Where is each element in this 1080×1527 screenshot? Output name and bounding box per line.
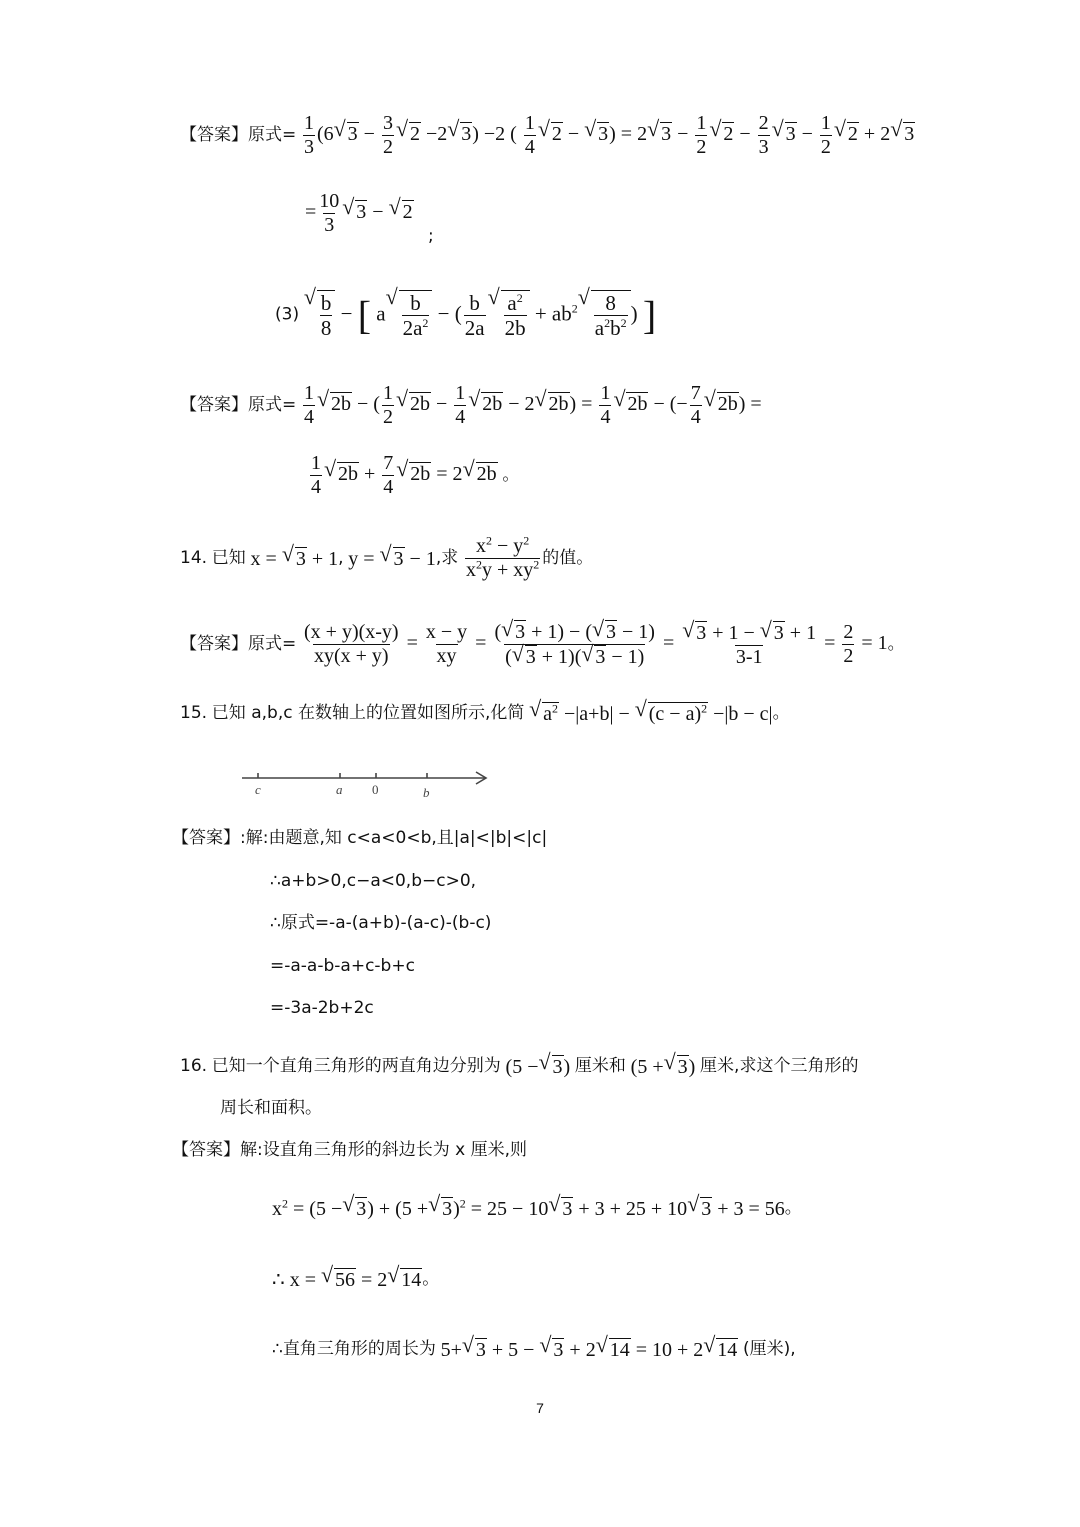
semicolon: ; <box>428 226 434 246</box>
math-expression: √ $\frac{b}{8}$ − [ a √ $\frac{b}{2a^2}$ − ( $\frac{b}{2a}$ √ $\frac{a^2}{2b}$ + $ab^2$ √ $\frac{8}{a^2b^2}$ ) ] <box>304 290 656 340</box>
answer-15-line-2: ∴a+b>0,c−a<0,b−c>0, <box>270 871 477 891</box>
question-16: 16. 已知一个直角三角形的两直角边分别为 (5 −√ 3) 厘米和 (5 +√ 3) 厘米,求这个三角形的 <box>180 1055 858 1078</box>
question-16-line-2: 周长和面积。 <box>220 1098 322 1118</box>
math-expression: $\frac{1}{4}$ √ 2b + $\frac{7}{4}$ √ 2b = 2√ 2b <box>308 452 498 499</box>
answer-15-line-3: ∴原式=-a-(a+b)-(a-c)-(b-c) <box>270 913 492 933</box>
answer-label: 【答案】 <box>180 124 248 145</box>
math-expression: $\frac{1}{4}$ √ 2b − ( $\frac{1}{2}$ √ 2b − $\frac{1}{4}$ √ 2b − 2√ 2b) = $\frac{1}{4}$ √ 2b − (− $\frac{7}{4}$ √ 2b) = <box>301 382 762 429</box>
answer-15-line-1: 【答案】:解:由题意,知 c<a<0<b,且|a|<|b|<|c| <box>172 828 548 848</box>
answer-line-4: $\frac{1}{4}$ √ 2b + $\frac{7}{4}$ √ 2b = 2√ 2b 。 <box>308 452 519 499</box>
axis-label-b: b <box>423 785 430 800</box>
answer-line-1 <box>180 112 915 159</box>
question-14: 14. 已知 x = √ 3 + 1, y = √ 3 − 1,求 $\frac{x^2 - y^2}{x^2y + xy^2}$ 的值。 <box>180 535 593 582</box>
answer-16-line-4: ∴直角三角形的周长为 5+√ 3 + 5 − √ 3 + 2√ 14 = 10 + 2√ 14 (厘米), <box>272 1338 796 1361</box>
math-expression: ∴ x = √ 56 = 2√ 14 <box>272 1268 422 1291</box>
answer-16-line-1: 【答案】解:设直角三角形的斜边长为 x 厘米,则 <box>172 1140 528 1160</box>
math-expression: $\frac{1}{3}$ (6√ 3 − $\frac{3}{2}$ √ 2 −2√ 3) −2 ( $\frac{1}{4}$ √ 2 − √ 3) = 2√ 3 − $\frac{1}{2}$ √ 2 − $\frac{2}{3}$ √ 3 − $\frac{1}{2}$ √ 2 + 2√ 3 <box>301 112 915 159</box>
math-expression: $x^2 = (5$ −√ 3) + (5 +√ 3)$^2$ = 25 − 10√ 3 + 3 + 25 + 10√ 3 + 3 = 56 <box>272 1197 785 1220</box>
answer-label: 【答案】 <box>172 1140 240 1160</box>
yuanshi-label: 原式= <box>248 394 297 415</box>
question-3 <box>275 290 656 340</box>
question-number: 15. <box>180 702 208 723</box>
page-number: 7 <box>536 1400 544 1416</box>
answer-15-line-4: =-a-a-b-a+c-b+c <box>270 956 415 976</box>
question-number: 14. <box>180 547 208 568</box>
math-expression: x = √ 3 + 1 <box>251 547 339 570</box>
question-number: 16. <box>180 1055 208 1076</box>
answer-16-line-3: ∴ x = √ 56 = 2√ 14。 <box>272 1268 439 1291</box>
answer-label: 【答案】 <box>180 633 248 654</box>
question-15: 15. 已知 a,b,c 在数轴上的位置如图所示,化简 √ $a^2 -|a+b|$ − √ $(c - a)^2 -|b - c|$。 <box>180 702 790 725</box>
axis-label-c: c <box>255 782 261 797</box>
math-expression: 5+√ 3 + 5 − √ 3 + 2√ 14 = 10 + 2√ 14 <box>441 1338 739 1361</box>
axis-label-a: a <box>336 782 343 797</box>
yuanshi-label: 原式= <box>248 633 297 654</box>
answer-16-line-2: $x^2 = (5$ −√ 3) + (5 +√ 3)$^2$ = 25 − 10√ 3 + 3 + 25 + 10√ 3 + 3 = 56。 <box>272 1197 802 1220</box>
math-expression: √ $a^2 -|a+b|$ − √ $(c - a)^2 -|b - c|$ <box>529 702 772 725</box>
yuanshi-label: 原式= <box>248 124 297 145</box>
answer-label: 【答案】 <box>180 394 248 415</box>
answer-15-line-5: =-3a-2b+2c <box>270 998 374 1018</box>
answer-label: 【答案】: <box>172 828 246 848</box>
number-line <box>236 764 496 806</box>
answer-line-2 <box>305 190 414 237</box>
axis-label-0: 0 <box>372 782 379 797</box>
question-label: (3) <box>275 304 300 325</box>
math-expression: $\frac{(x + y)(x-y)}{xy(x + y)}$ = $\frac{x - y}{xy}$ = $\frac{(√ 3 + 1) - (√ 3 - 1)}{(√ 3 + 1)(√ 3 - 1)}$ = √ $\frac{3 + 1 - √ 3 + 1}{3-1}$ = $\frac{2}{2}$ = 1 <box>301 620 888 669</box>
answer-14: 【答案】原式= $\frac{(x + y)(x-y)}{xy(x + y)}$ = $\frac{x - y}{xy}$ = $\frac{(√ 3 + 1) - (√ 3 - 1)}{(√ 3 + 1)(√ 3 - 1)}$ = √ $\frac{3 + 1 - √ 3 + 1}{3-1}$ = $\frac{2}{2}$ = 1。 <box>180 620 905 669</box>
answer-line-3 <box>180 382 762 429</box>
math-expression: = $\frac{10}{3}$ √ 3 − √ 2 <box>305 190 414 237</box>
